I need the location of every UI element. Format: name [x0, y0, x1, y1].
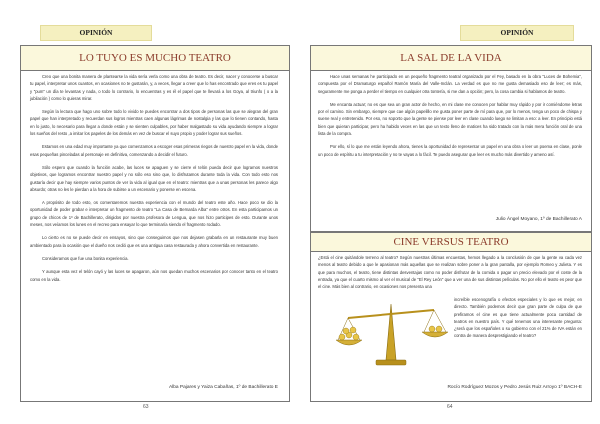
paragraph: Por ello, sí lo que me están leyendo ahora, tienes la oportunidad de representar un papel en una obra o leer un poema en clase, ponle un poco de espíritu a tu interpretación y no te vayas a lo fácil. Te puedo asegurar que leer es mucho más divertido y ameno así. [318, 144, 582, 157]
right-page [302, 0, 600, 424]
paragraph: Y aunque esta vez el telón cayó y las luces se apagaron, aún nos quedan muchos escenarios por conocer tanto en el teatro como en la vida. [30, 269, 278, 282]
page-number-right: 64 [447, 404, 453, 410]
opinion-tab-right: OPINIÓN [460, 25, 574, 41]
paragraph: A propósito de todo esto, os comentaremos nuestra experiencia con el mundo del teatro este año. Hace poco se dio la oportunidad de poder grabar e interpretar un fragmento de teatro "La Casa de Bernarda Alba" entre otros. En esta participamos un grupo de chicos de 1º de Bachillerato, dirigidos por nuestra profesora de Lengua, que nos hizo participes de esto. Durante unos meses, nos veíamos los lunes en el recreo para ensayar lo que terminaría siendo el fragmento rodado. [30, 200, 278, 228]
opinion-tab-left: OPINIÓN [40, 25, 152, 41]
paragraph: Estamos en una edad muy importante ya que comenzamos a escoger esas primeras riegos de nuestro papel en la vida, donde esas pequeñas pinceladas al personaje en definitiva, comenzando a decidir el futuro. [30, 144, 278, 157]
paragraph: Hace unas semanas he participado en un pequeño fragmento teatral organizado por el Fey, basado en la obra "Luces de Bohemia", compuesta por el Dramaturgo español Ramón María del Valle-Inclán. La verdad es que no me gusta demasiado eso de leer; es más, seguramente me ponga a perder el tiempo en cualquier otra tontería, si me dan a opción; pero, la cosa cambia si hablamos de teatro. [318, 74, 582, 94]
signature-right-1: Julio Ángel Moyano, 1º de Bachillerato A [495, 217, 582, 222]
coins-scale-illustration [332, 296, 450, 370]
paragraph: Sólo espero que cuando la función acabe, las luces se apaguen y se cierre el telón pueda decir que logramos nuestros objetivos, que logramos encontrar nuestro papel y no sólo eso sino que, lo disfrutamos durante toda la vida. Con todo esto nos gustaría decir que hay siempre varios puntos de ver la vida al igual que en el teatro: mientras que a unas personas les parece algo absurdo; otras no les le pierdan a la hora de subirse a un escenario y ponerse en escena. [30, 164, 278, 192]
paragraph: Consideramos que fue una bonita experiencia. [42, 255, 129, 261]
article-title-right-1: LA SAL DE LA VIDA [310, 45, 592, 71]
paragraph: Me encanta actuar; no es que sea un gran actor de hecho, en mi clase me conocen por hablar muy rápido y por ir comiéndome letras por el camino. Sin embargo, siempre que cae algún papelillo me gusta poner parte de mí para que, por lo menos, tenga un poco de chispa y suene real y entretenido. Por eso, no soporto que la gente se piense por leer en clase cuando luego se limitan a eso: a leer. En principio está bien que quieran participar, pero ha habido veces en las que un texto lleno de matices ha sido tratado con la más mera función oral de una lista de la compra. [318, 101, 582, 137]
article-body-left [30, 73, 278, 289]
signature-right-2: Rocío Rodríguez Mozos y Pedro Jesús Ruiz Arroyo 1º BACH-E [447, 385, 582, 390]
paragraph: Lo cierto es no se puede decir en ensayos, sino que conseguimos que nos dejasen grabarla en un restaurante muy buen ambientado para la ocasión que el dueño nos cedió que es una antigua casa restaurada y ahora convertida en restaurante. [30, 235, 278, 248]
paragraph: Creo que una bonita manera de plantearse la vida sería verla como una obra de teatro. Es decir, nacer y conocerse a buscar tu papel, interpretar unos cuantos, en ocasiones no te gustarán, y, a veces, llegar a creer que lo has encontrado que eres es tu papel y "pum" un día te levantas y nada, o todo lo contrario, lo encuentras y es él el papel que te llevará a los Goya, al triunfo ( o a la jubilación ) como lo quieras mirar. [30, 74, 278, 101]
paragraph: Según la lectura que hago uno sobre todo lo vivido te puedes encontrar a dos tipos de personas las que se alegran del gran papel que han interpretado y recuerdan sus logros mientras caen algunas lágrimas de nostalgia y las que lo tienen contando, hasta en lo justo, lo necesario para llegar a donde están y se sienten culpables, por haber malgastado su vida ayudando siempre a lograr los sueños del resto ,a imitar los papeles de los demás en vez de buscar el suyo propio y poder lograr sus sueños. [30, 109, 278, 137]
page-number-left: 63 [143, 404, 149, 410]
article-body-right-1 [318, 73, 582, 164]
article-body-right-2a: ¿Está el cine quitándole terreno al teatro? Según nuestras últimas encuestas, hemos llegado a la conclusión de que la gente va cada vez menos al teatro debido a que le apasionan más aquellas que se realizan sobre poner a la gran pantalla, por ejemplo Romeo y Julieta. Y es que para muchos, el teatro, tiene distintas desventajas como no poder disfrutar de la comida o pagar un precio elevado por el coste de la entrada, ya que el cuarto mismo al ver el musical de "El Rey León" que a ver una de sus distintas películas. No por ello el teatro es peor que el cine. Más bien al contrario, en ocasiones nos presenta una [318, 255, 582, 290]
signature-left: Alba Pajares y Yaiza Cabañas, 1º de Bachillerato E [168, 385, 278, 390]
article-title-left: LO TUYO ES MUCHO TEATRO [20, 45, 290, 71]
article-body-right-2b: increíble escenografía o efectos especiales y lo que es mejor, en directo. También podemos decir que gran parte de culpa de que prefiramos el cine es que tiene actualmente poca cantidad de teatros en nuestro país. Y qué tenemos una interesante pregunta: ¿será que los españoles o su gobierno con el 21% de IVA están en contra de manera desprestigiando el teatro? [454, 297, 582, 339]
article-title-right-2: CINE VERSUS TEATRO [310, 232, 592, 252]
